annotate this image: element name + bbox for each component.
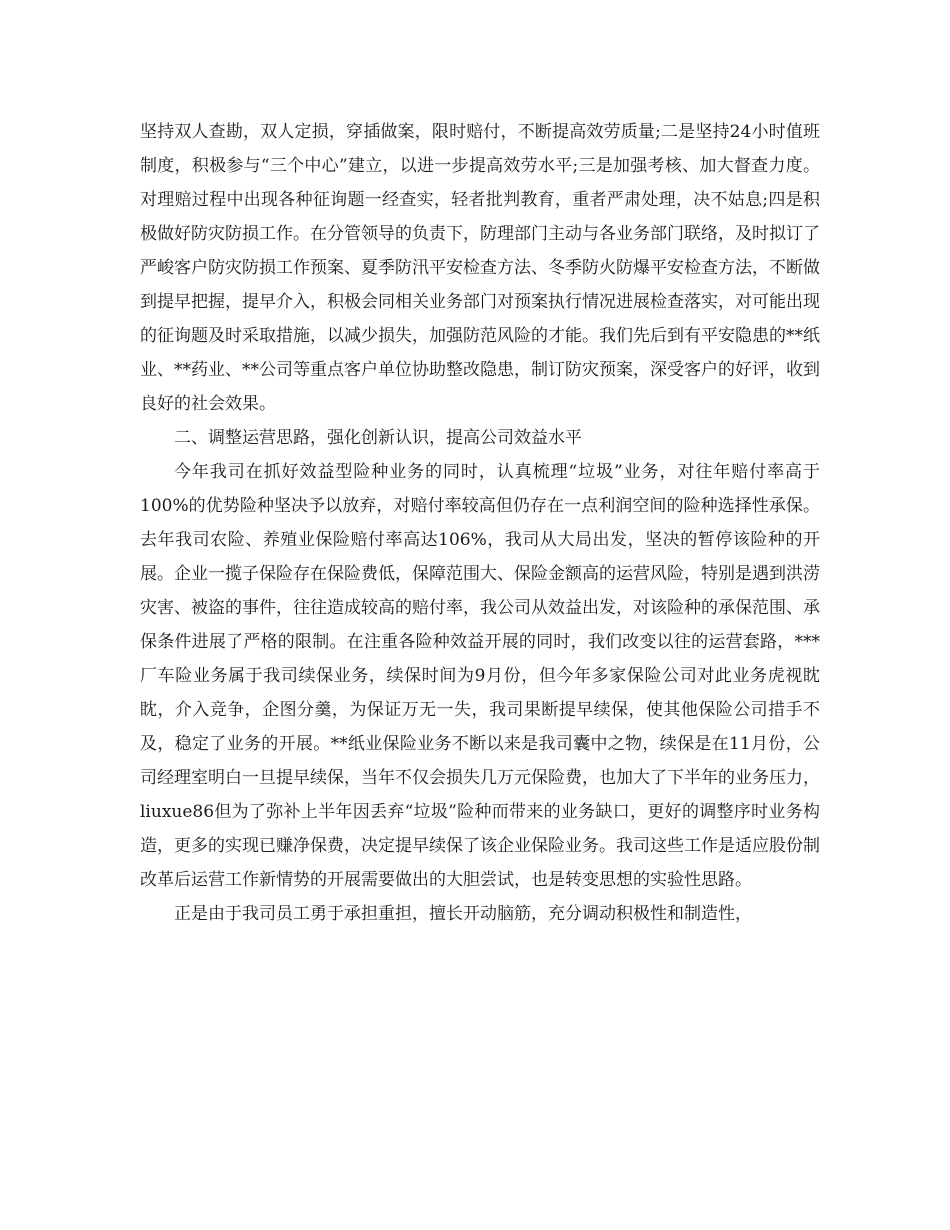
paragraph-body: 今年我司在抓好效益型险种业务的同时，认真梳理“垃圾”业务，对往年赔付率高于100%的优势险种坚决予以放弃，对赔付率较高但仍存在一点利润空间的险种选择性承保。去年我司农险、养殖业保险赔付率高达106%，我司从大局出发，坚决的暂停该险种的开展。企业一揽子保险存在保险费低，保障范围大、保险金额高的运营风险，特别是遇到洪涝灾害、被盗的事件，往往造成较高的赔付率，我公司从效益出发，对该险种的承保范围、承保条件进展了严格的限制。在注重各险种效益开展的同时，我们改变以往的运营套路，***厂车险业务属于我司续保业务，续保时间为9月份，但今年多家保险公司对此业务虎视眈眈，介入竞争，企图分羹，为保证万无一失，我司果断提早续保，使其他保险公司措手不及，稳定了业务的开展。**纸业保险业务不断以来是我司囊中之物，续保是在11月份，公司经理室明白一旦提早续保，当年不仅会损失几万元保险费，也加大了下半年的业务压力，liuxue86但为了弥补上半年因丢弃“垃圾”险种而带来的业务缺口，更好的调整序时业务构造，更多的实现已赚净保费，决定提早续保了该企业保险业务。我司这些工作是适应股份制改革后运营工作新情势的开展需要做出的大胆尝试，也是转变思想的实验性思路。 bbox=[140, 462, 820, 890]
section-heading: 二、调整运营思路，强化创新认识，提高公司效益水平 bbox=[174, 428, 582, 448]
document-body bbox=[140, 115, 820, 931]
paragraph-continued: 坚持双人查勘，双人定损，穿插做案，限时赔付，不断提高效劳质量;二是坚持24小时值班制度，积极参与“三个中心”建立，以进一步提高效劳水平;三是加强考核、加大督查力度。对理赔过程中出现各种征询题一经查实，轻者批判教育，重者严肃处理，决不姑息;四是积极做好防灾防损工作。在分管领导的负责下，防理部门主动与各业务部门联络，及时拟订了严峻客户防灾防损工作预案、夏季防汛平安检查方法、冬季防火防爆平安检查方法，不断做到提早把握，提早介入，积极会同相关业务部门对预案执行情况进展检查落实，对可能出现的征询题及时采取措施，以减少损失，加强防范风险的才能。我们先后到有平安隐患的**纸业、**药业、**公司等重点客户单位协助整改隐患，制订防灾预案，深受客户的好评，收到良好的社会效果。 bbox=[140, 122, 820, 414]
paragraph-closing: 正是由于我司员工勇于承担重担，擅长开动脑筋，充分调动积极性和制造性， bbox=[174, 904, 752, 924]
